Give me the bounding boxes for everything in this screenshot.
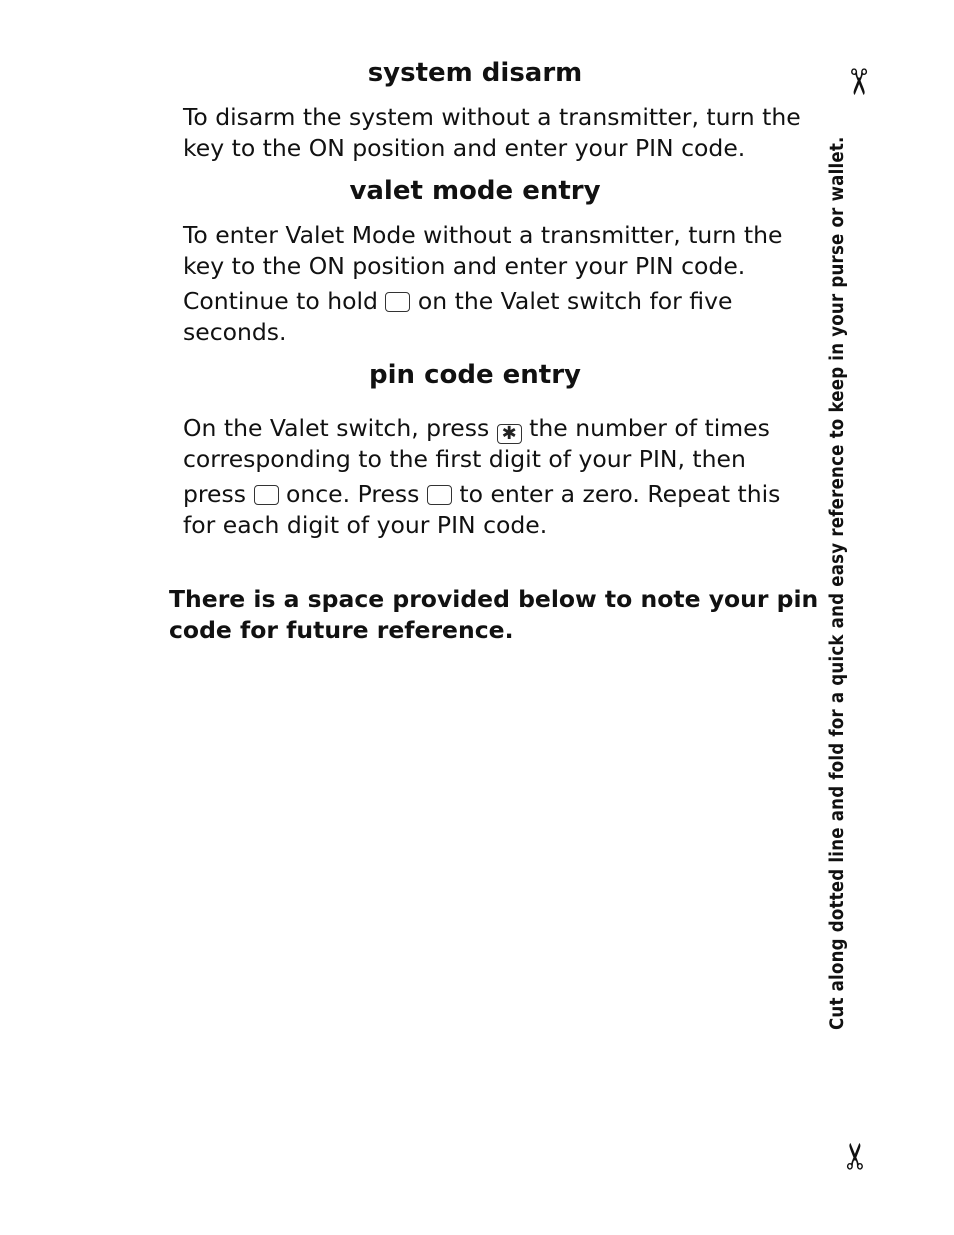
text-fragment: on the Valet switch for five bbox=[417, 287, 733, 315]
pin-code-paragraph bbox=[183, 413, 803, 541]
text-line: corresponding to the first digit of your PIN, then bbox=[183, 445, 746, 473]
text-line: for each digit of your PIN code. bbox=[183, 511, 548, 539]
text-fragment: On the Valet switch, press bbox=[183, 414, 490, 442]
text-fragment: once. Press bbox=[285, 480, 420, 508]
note-line: There is a space provided below to note your pin bbox=[169, 585, 819, 613]
text-line bbox=[183, 479, 803, 510]
scissors-icon: ✂ bbox=[836, 1140, 878, 1172]
text-fragment: the number of times bbox=[529, 414, 770, 442]
star-button-icon: ✱ bbox=[497, 424, 522, 444]
text-line bbox=[183, 413, 803, 444]
pin-note bbox=[169, 584, 819, 646]
text-line: To disarm the system without a transmitter, turn the bbox=[183, 103, 801, 131]
text-fragment: press bbox=[183, 480, 247, 508]
text-line: seconds. bbox=[183, 318, 287, 346]
blank-button-icon bbox=[254, 485, 279, 505]
blank-button-icon bbox=[385, 292, 410, 312]
valet-mode-paragraph bbox=[183, 220, 803, 348]
text-fragment: to enter a zero. Repeat this bbox=[459, 480, 781, 508]
heading-pin-code-entry: pin code entry bbox=[369, 360, 581, 390]
note-line: code for future reference. bbox=[169, 616, 514, 644]
blank-button-icon bbox=[427, 485, 452, 505]
system-disarm-paragraph bbox=[183, 102, 803, 164]
cut-instruction-text: Cut along dotted line and fold for a quick and easy reference to keep in your purse or wallet. bbox=[827, 136, 848, 1030]
text-line: To enter Valet Mode without a transmitter, turn the bbox=[183, 221, 783, 249]
heading-valet-mode-entry: valet mode entry bbox=[349, 176, 601, 206]
text-line: key to the ON position and enter your PIN code. bbox=[183, 134, 746, 162]
text-fragment: Continue to hold bbox=[183, 287, 378, 315]
heading-system-disarm: system disarm bbox=[367, 58, 583, 88]
text-line bbox=[183, 286, 803, 317]
text-line: key to the ON position and enter your PIN code. bbox=[183, 252, 746, 280]
scissors-icon: ✂ bbox=[837, 66, 879, 98]
